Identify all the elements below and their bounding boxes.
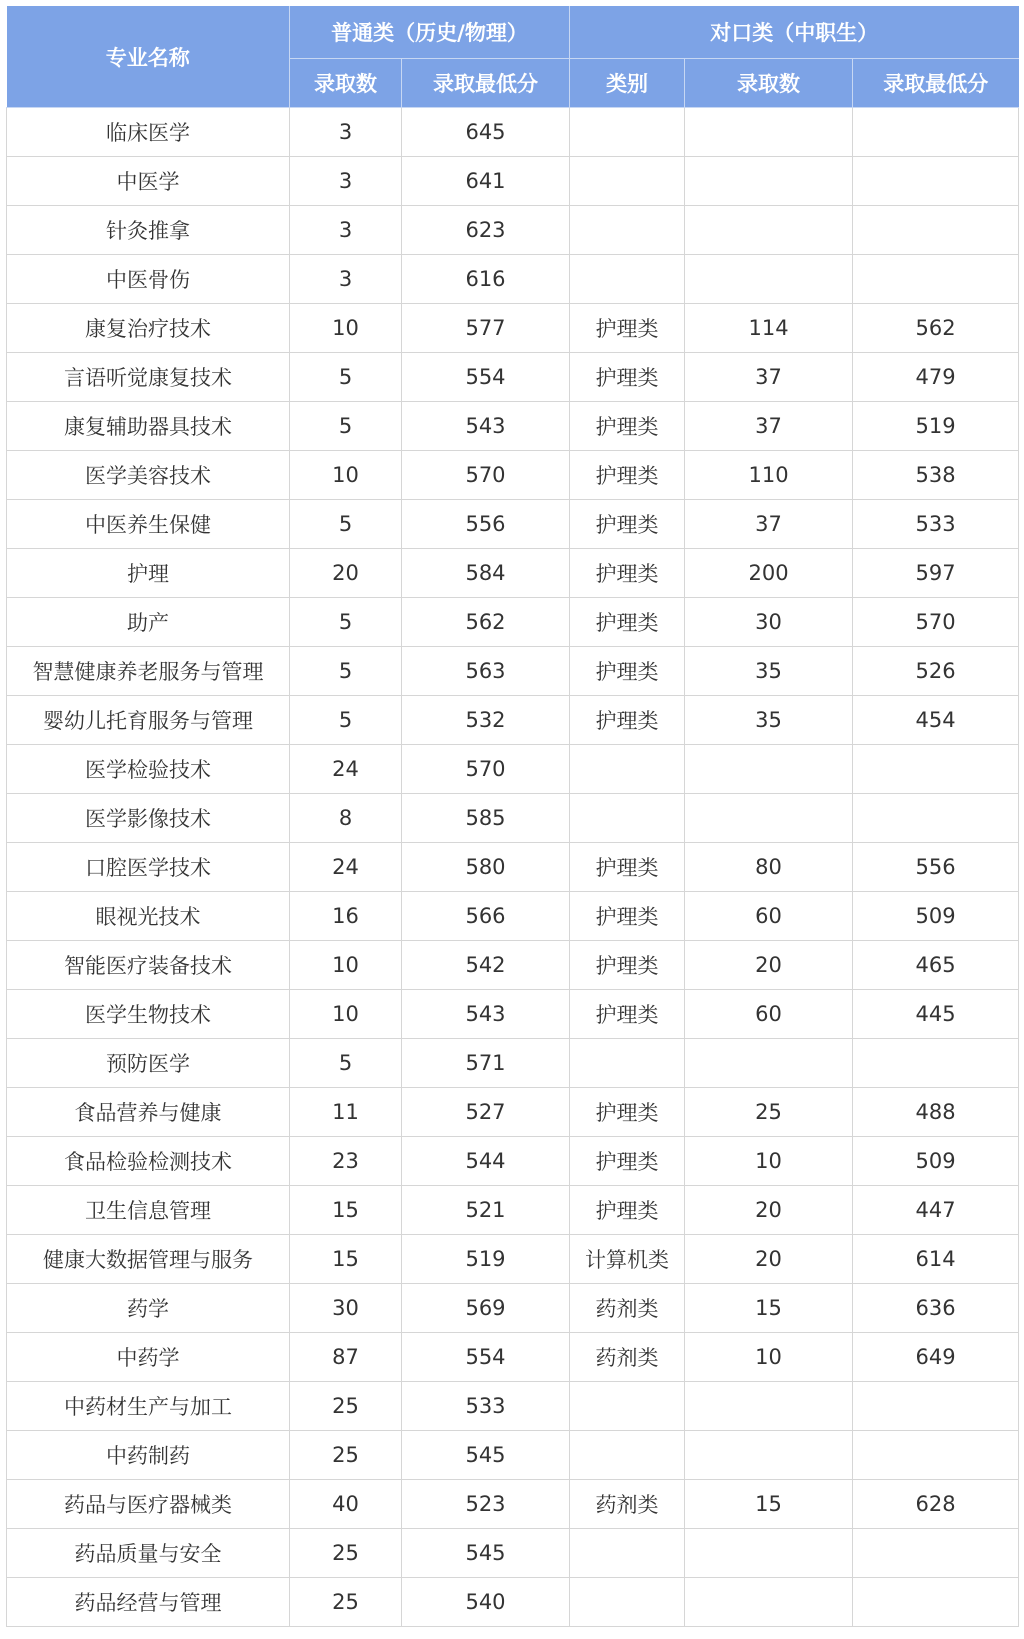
major-cell: 智能医疗装备技术	[7, 941, 290, 990]
major-cell: 中药材生产与加工	[7, 1382, 290, 1431]
general-admitted-header: 录取数	[290, 59, 402, 108]
vocational-admitted-cell: 10	[685, 1137, 853, 1186]
admission-table	[6, 6, 1019, 1627]
general-min-score-cell: 563	[402, 647, 570, 696]
table-body	[7, 108, 1019, 1627]
major-cell: 临床医学	[7, 108, 290, 157]
major-cell: 药学	[7, 1284, 290, 1333]
major-cell: 中医学	[7, 157, 290, 206]
general-min-score-cell: 570	[402, 745, 570, 794]
vocational-category-cell: 药剂类	[570, 1480, 685, 1529]
vocational-min-score-cell	[853, 745, 1019, 794]
vocational-admitted-cell: 114	[685, 304, 853, 353]
table-row	[7, 500, 1019, 549]
general-admitted-cell: 16	[290, 892, 402, 941]
vocational-category-cell: 护理类	[570, 990, 685, 1039]
vocational-min-score-cell	[853, 255, 1019, 304]
general-admitted-cell: 15	[290, 1235, 402, 1284]
general-admitted-cell: 3	[290, 157, 402, 206]
major-cell: 医学美容技术	[7, 451, 290, 500]
major-cell: 药品与医疗器械类	[7, 1480, 290, 1529]
vocational-group-header: 对口类（中职生）	[570, 6, 1019, 59]
vocational-category-cell	[570, 108, 685, 157]
table-row	[7, 402, 1019, 451]
vocational-min-score-cell: 447	[853, 1186, 1019, 1235]
major-cell: 食品检验检测技术	[7, 1137, 290, 1186]
header-row-1	[7, 6, 1019, 59]
general-admitted-cell: 11	[290, 1088, 402, 1137]
general-admitted-cell: 87	[290, 1333, 402, 1382]
general-min-score-cell: 523	[402, 1480, 570, 1529]
general-admitted-cell: 10	[290, 990, 402, 1039]
general-admitted-cell: 3	[290, 255, 402, 304]
vocational-category-cell: 护理类	[570, 1186, 685, 1235]
general-admitted-cell: 10	[290, 941, 402, 990]
table-row	[7, 843, 1019, 892]
vocational-category-cell: 护理类	[570, 647, 685, 696]
table-row	[7, 1578, 1019, 1627]
vocational-category-cell	[570, 157, 685, 206]
major-cell: 针灸推拿	[7, 206, 290, 255]
vocational-category-cell: 护理类	[570, 696, 685, 745]
vocational-admitted-cell: 110	[685, 451, 853, 500]
general-admitted-cell: 30	[290, 1284, 402, 1333]
vocational-admitted-cell: 60	[685, 892, 853, 941]
general-admitted-cell: 25	[290, 1431, 402, 1480]
general-min-score-cell: 584	[402, 549, 570, 598]
major-cell: 中医骨伤	[7, 255, 290, 304]
vocational-category-cell: 护理类	[570, 892, 685, 941]
vocational-min-score-cell: 479	[853, 353, 1019, 402]
major-cell: 药品质量与安全	[7, 1529, 290, 1578]
general-admitted-cell: 23	[290, 1137, 402, 1186]
general-min-score-cell: 616	[402, 255, 570, 304]
major-cell: 预防医学	[7, 1039, 290, 1088]
general-admitted-cell: 40	[290, 1480, 402, 1529]
major-cell: 中药学	[7, 1333, 290, 1382]
vocational-category-cell	[570, 1039, 685, 1088]
table-header	[7, 6, 1019, 108]
vocational-admitted-cell	[685, 157, 853, 206]
general-admitted-cell: 5	[290, 598, 402, 647]
vocational-category-cell	[570, 794, 685, 843]
vocational-min-score-cell	[853, 206, 1019, 255]
vocational-min-score-cell: 519	[853, 402, 1019, 451]
table-row	[7, 451, 1019, 500]
general-min-score-cell: 569	[402, 1284, 570, 1333]
general-min-score-cell: 577	[402, 304, 570, 353]
general-admitted-cell: 3	[290, 206, 402, 255]
major-cell: 康复治疗技术	[7, 304, 290, 353]
general-admitted-cell: 10	[290, 304, 402, 353]
vocational-min-score-cell	[853, 794, 1019, 843]
general-min-score-header: 录取最低分	[402, 59, 570, 108]
general-group-header: 普通类（历史/物理）	[290, 6, 570, 59]
general-admitted-cell: 20	[290, 549, 402, 598]
vocational-admitted-cell	[685, 1578, 853, 1627]
table-row	[7, 304, 1019, 353]
vocational-category-cell	[570, 1382, 685, 1431]
general-admitted-cell: 5	[290, 647, 402, 696]
vocational-min-score-cell	[853, 1529, 1019, 1578]
general-min-score-cell: 527	[402, 1088, 570, 1137]
general-admitted-cell: 24	[290, 843, 402, 892]
major-cell: 食品营养与健康	[7, 1088, 290, 1137]
major-cell: 言语听觉康复技术	[7, 353, 290, 402]
major-cell: 卫生信息管理	[7, 1186, 290, 1235]
table-row	[7, 598, 1019, 647]
table-row	[7, 1382, 1019, 1431]
table-row	[7, 892, 1019, 941]
major-cell: 智慧健康养老服务与管理	[7, 647, 290, 696]
major-cell: 康复辅助器具技术	[7, 402, 290, 451]
vocational-admitted-cell	[685, 1431, 853, 1480]
vocational-admitted-cell	[685, 745, 853, 794]
vocational-category-cell	[570, 745, 685, 794]
vocational-category-cell: 计算机类	[570, 1235, 685, 1284]
general-min-score-cell: 570	[402, 451, 570, 500]
vocational-category-cell: 护理类	[570, 549, 685, 598]
general-min-score-cell: 645	[402, 108, 570, 157]
vocational-category-cell	[570, 1431, 685, 1480]
vocational-admitted-cell: 37	[685, 500, 853, 549]
general-admitted-cell: 5	[290, 402, 402, 451]
general-min-score-cell: 585	[402, 794, 570, 843]
vocational-min-score-cell: 614	[853, 1235, 1019, 1284]
vocational-admitted-cell: 20	[685, 941, 853, 990]
major-name-header: 专业名称	[7, 6, 290, 108]
general-min-score-cell: 540	[402, 1578, 570, 1627]
table-row	[7, 1137, 1019, 1186]
vocational-min-score-cell	[853, 1382, 1019, 1431]
vocational-admitted-cell: 10	[685, 1333, 853, 1382]
vocational-category-cell: 护理类	[570, 941, 685, 990]
vocational-admitted-cell: 20	[685, 1235, 853, 1284]
vocational-min-score-cell	[853, 1431, 1019, 1480]
vocational-min-score-cell: 454	[853, 696, 1019, 745]
general-min-score-cell: 571	[402, 1039, 570, 1088]
general-min-score-cell: 519	[402, 1235, 570, 1284]
vocational-category-cell: 护理类	[570, 451, 685, 500]
vocational-category-cell: 护理类	[570, 353, 685, 402]
general-min-score-cell: 562	[402, 598, 570, 647]
vocational-min-score-cell: 488	[853, 1088, 1019, 1137]
vocational-admitted-cell: 60	[685, 990, 853, 1039]
table-row	[7, 108, 1019, 157]
general-min-score-cell: 641	[402, 157, 570, 206]
vocational-admitted-cell: 25	[685, 1088, 853, 1137]
general-admitted-cell: 24	[290, 745, 402, 794]
general-min-score-cell: 543	[402, 402, 570, 451]
general-admitted-cell: 5	[290, 353, 402, 402]
general-min-score-cell: 566	[402, 892, 570, 941]
vocational-min-score-cell: 628	[853, 1480, 1019, 1529]
vocational-category-cell: 护理类	[570, 598, 685, 647]
table-row	[7, 549, 1019, 598]
general-admitted-cell: 5	[290, 696, 402, 745]
vocational-category-cell: 护理类	[570, 304, 685, 353]
major-cell: 眼视光技术	[7, 892, 290, 941]
vocational-min-score-cell: 533	[853, 500, 1019, 549]
general-min-score-cell: 554	[402, 1333, 570, 1382]
vocational-admitted-cell	[685, 206, 853, 255]
vocational-min-score-cell	[853, 108, 1019, 157]
vocational-min-score-cell: 556	[853, 843, 1019, 892]
table-row	[7, 794, 1019, 843]
vocational-min-score-cell: 597	[853, 549, 1019, 598]
vocational-min-score-cell: 509	[853, 892, 1019, 941]
vocational-admitted-cell: 30	[685, 598, 853, 647]
table-row	[7, 1480, 1019, 1529]
general-admitted-cell: 3	[290, 108, 402, 157]
vocational-category-cell: 护理类	[570, 1137, 685, 1186]
general-min-score-cell: 542	[402, 941, 570, 990]
vocational-category-cell: 药剂类	[570, 1333, 685, 1382]
vocational-min-score-cell: 465	[853, 941, 1019, 990]
vocational-category-cell: 护理类	[570, 500, 685, 549]
table-row	[7, 1431, 1019, 1480]
vocational-admitted-cell	[685, 794, 853, 843]
vocational-admitted-cell	[685, 1382, 853, 1431]
vocational-min-score-cell: 649	[853, 1333, 1019, 1382]
vocational-admitted-cell: 37	[685, 353, 853, 402]
vocational-admitted-cell: 35	[685, 647, 853, 696]
general-min-score-cell: 580	[402, 843, 570, 892]
table-row	[7, 696, 1019, 745]
general-min-score-cell: 533	[402, 1382, 570, 1431]
general-admitted-cell: 15	[290, 1186, 402, 1235]
general-admitted-cell: 5	[290, 1039, 402, 1088]
vocational-min-score-cell	[853, 157, 1019, 206]
vocational-min-score-cell: 445	[853, 990, 1019, 1039]
major-cell: 中医养生保健	[7, 500, 290, 549]
general-min-score-cell: 521	[402, 1186, 570, 1235]
vocational-admitted-cell: 20	[685, 1186, 853, 1235]
table-row	[7, 990, 1019, 1039]
table-row	[7, 745, 1019, 794]
general-min-score-cell: 545	[402, 1529, 570, 1578]
table-row	[7, 1333, 1019, 1382]
vocational-admitted-cell: 35	[685, 696, 853, 745]
vocational-category-cell: 护理类	[570, 1088, 685, 1137]
vocational-min-score-cell: 562	[853, 304, 1019, 353]
general-min-score-cell: 545	[402, 1431, 570, 1480]
vocational-min-score-cell: 526	[853, 647, 1019, 696]
major-cell: 中药制药	[7, 1431, 290, 1480]
major-cell: 口腔医学技术	[7, 843, 290, 892]
vocational-min-score-cell	[853, 1578, 1019, 1627]
table-row	[7, 1284, 1019, 1333]
general-admitted-cell: 25	[290, 1578, 402, 1627]
vocational-category-cell: 护理类	[570, 402, 685, 451]
vocational-category-cell	[570, 206, 685, 255]
vocational-category-cell	[570, 1529, 685, 1578]
vocational-admitted-cell	[685, 255, 853, 304]
vocational-category-cell	[570, 255, 685, 304]
table-row	[7, 353, 1019, 402]
vocational-admitted-cell: 15	[685, 1480, 853, 1529]
general-min-score-cell: 623	[402, 206, 570, 255]
vocational-category-cell	[570, 1578, 685, 1627]
vocational-category-cell: 药剂类	[570, 1284, 685, 1333]
table-row	[7, 1186, 1019, 1235]
major-cell: 医学影像技术	[7, 794, 290, 843]
general-admitted-cell: 25	[290, 1529, 402, 1578]
vocational-min-score-header: 录取最低分	[853, 59, 1019, 108]
general-admitted-cell: 10	[290, 451, 402, 500]
vocational-admitted-cell: 37	[685, 402, 853, 451]
major-cell: 医学检验技术	[7, 745, 290, 794]
vocational-category-cell: 护理类	[570, 843, 685, 892]
vocational-min-score-cell: 538	[853, 451, 1019, 500]
general-min-score-cell: 556	[402, 500, 570, 549]
vocational-min-score-cell: 509	[853, 1137, 1019, 1186]
vocational-admitted-cell: 80	[685, 843, 853, 892]
major-cell: 药品经营与管理	[7, 1578, 290, 1627]
general-admitted-cell: 8	[290, 794, 402, 843]
vocational-admitted-cell	[685, 108, 853, 157]
table-row	[7, 157, 1019, 206]
major-cell: 健康大数据管理与服务	[7, 1235, 290, 1284]
general-admitted-cell: 5	[290, 500, 402, 549]
table-row	[7, 206, 1019, 255]
table-row	[7, 1088, 1019, 1137]
vocational-admitted-cell	[685, 1039, 853, 1088]
table-row	[7, 1039, 1019, 1088]
major-cell: 护理	[7, 549, 290, 598]
general-min-score-cell: 554	[402, 353, 570, 402]
vocational-admitted-header: 录取数	[685, 59, 853, 108]
vocational-category-header: 类别	[570, 59, 685, 108]
admission-table-container	[6, 6, 1018, 1627]
table-row	[7, 1529, 1019, 1578]
vocational-admitted-cell: 15	[685, 1284, 853, 1333]
major-cell: 婴幼儿托育服务与管理	[7, 696, 290, 745]
table-row	[7, 647, 1019, 696]
table-row	[7, 1235, 1019, 1284]
general-min-score-cell: 543	[402, 990, 570, 1039]
table-row	[7, 255, 1019, 304]
general-admitted-cell: 25	[290, 1382, 402, 1431]
vocational-admitted-cell: 200	[685, 549, 853, 598]
major-cell: 助产	[7, 598, 290, 647]
general-min-score-cell: 532	[402, 696, 570, 745]
vocational-min-score-cell: 570	[853, 598, 1019, 647]
vocational-admitted-cell	[685, 1529, 853, 1578]
vocational-min-score-cell: 636	[853, 1284, 1019, 1333]
vocational-min-score-cell	[853, 1039, 1019, 1088]
general-min-score-cell: 544	[402, 1137, 570, 1186]
major-cell: 医学生物技术	[7, 990, 290, 1039]
table-row	[7, 941, 1019, 990]
